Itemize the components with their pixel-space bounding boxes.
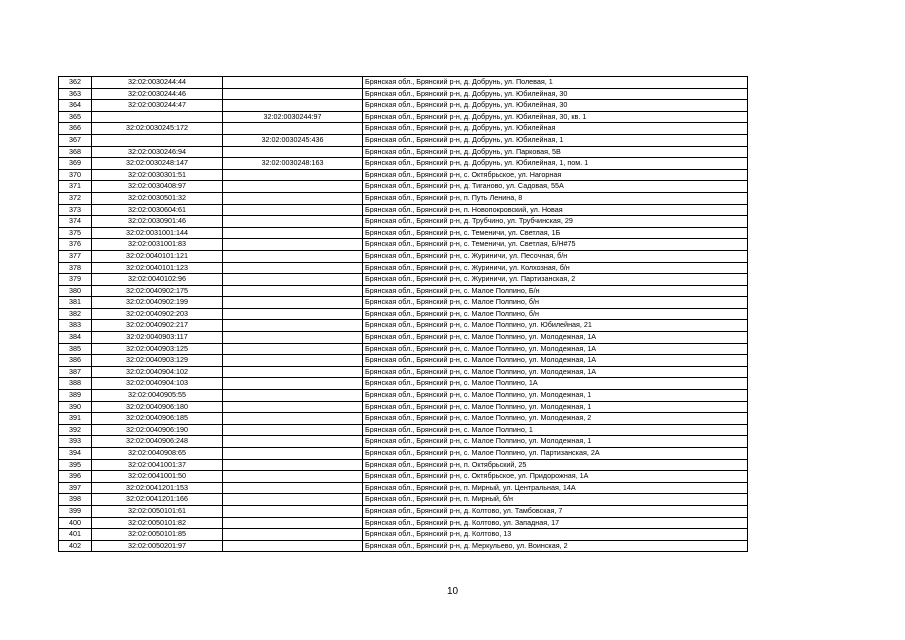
cadastral-number-secondary-cell: 32:02:0030244:97 (223, 111, 363, 123)
cadastral-number-secondary-cell (223, 390, 363, 402)
cadastral-number-cell: 32:02:0040905:55 (92, 390, 223, 402)
row-number-cell: 390 (59, 401, 92, 413)
row-number-cell: 362 (59, 77, 92, 89)
table-row (59, 390, 748, 402)
row-number-cell: 366 (59, 123, 92, 135)
address-cell: Брянская обл., Брянский р-н, д. Добрунь, ул. Парковая, 5В (363, 146, 748, 158)
row-number-cell: 370 (59, 169, 92, 181)
cadastral-number-cell: 32:02:0040101:121 (92, 250, 223, 262)
table-row (59, 216, 748, 228)
cadastral-number-secondary-cell (223, 343, 363, 355)
cadastral-number-secondary-cell (223, 366, 363, 378)
cadastral-number-secondary-cell (223, 192, 363, 204)
row-number-cell: 374 (59, 216, 92, 228)
table-row (59, 517, 748, 529)
table-row (59, 134, 748, 146)
cadastral-number-secondary-cell (223, 146, 363, 158)
cadastral-number-cell: 32:02:0050101:85 (92, 529, 223, 541)
row-number-cell: 398 (59, 494, 92, 506)
row-number-cell: 375 (59, 227, 92, 239)
cadastral-number-cell: 32:02:0030245:172 (92, 123, 223, 135)
cadastral-number-cell: 32:02:0040903:125 (92, 343, 223, 355)
address-cell: Брянская обл., Брянский р-н, д. Добрунь, ул. Юбилейная, 30 (363, 100, 748, 112)
row-number-cell: 380 (59, 285, 92, 297)
address-cell: Брянская обл., Брянский р-н, с. Малое Полпино, ул. Молодежная, 1А (363, 355, 748, 367)
row-number-cell: 386 (59, 355, 92, 367)
cadastral-number-secondary-cell (223, 204, 363, 216)
address-cell: Брянская обл., Брянский р-н, с. Малое Полпино, Б/н (363, 285, 748, 297)
table-row (59, 494, 748, 506)
cadastral-number-secondary-cell (223, 332, 363, 344)
cadastral-number-secondary-cell (223, 239, 363, 251)
cadastral-number-secondary-cell (223, 262, 363, 274)
address-cell: Брянская обл., Брянский р-н, с. Октябрьское, ул. Нагорная (363, 169, 748, 181)
table-row (59, 332, 748, 344)
table-row (59, 274, 748, 286)
address-cell: Брянская обл., Брянский р-н, д. Колтово, ул. Западная, 17 (363, 517, 748, 529)
cadastral-number-secondary-cell (223, 448, 363, 460)
row-number-cell: 376 (59, 239, 92, 251)
cadastral-number-cell: 32:02:0030408:97 (92, 181, 223, 193)
cadastral-number-secondary-cell (223, 123, 363, 135)
row-number-cell: 382 (59, 308, 92, 320)
address-cell: Брянская обл., Брянский р-н, с. Малое Полпино, ул. Партизанская, 2А (363, 448, 748, 460)
row-number-cell: 377 (59, 250, 92, 262)
cadastral-number-cell: 32:02:0040908:65 (92, 448, 223, 460)
row-number-cell: 369 (59, 158, 92, 170)
table-row (59, 436, 748, 448)
table-row (59, 239, 748, 251)
address-cell: Брянская обл., Брянский р-н, п. Новопокровский, ул. Новая (363, 204, 748, 216)
cadastral-number-cell: 32:02:0030604:61 (92, 204, 223, 216)
address-cell: Брянская обл., Брянский р-н, с. Малое Полпино, ул. Молодежная, 1А (363, 332, 748, 344)
row-number-cell: 384 (59, 332, 92, 344)
cadastral-number-cell: 32:02:0041001:50 (92, 471, 223, 483)
cadastral-number-secondary-cell (223, 100, 363, 112)
cadastral-number-secondary-cell (223, 378, 363, 390)
address-cell: Брянская обл., Брянский р-н, с. Малое Полпино, ул. Молодежная, 2 (363, 413, 748, 425)
cadastral-number-secondary-cell (223, 216, 363, 228)
row-number-cell: 396 (59, 471, 92, 483)
cadastral-number-secondary-cell (223, 471, 363, 483)
table-row (59, 285, 748, 297)
cadastral-number-cell: 32:02:0031001:144 (92, 227, 223, 239)
cadastral-number-secondary-cell (223, 308, 363, 320)
table-row (59, 123, 748, 135)
cadastral-number-secondary-cell (223, 413, 363, 425)
table-row (59, 181, 748, 193)
cadastral-number-cell: 32:02:0040902:199 (92, 297, 223, 309)
cadastral-number-secondary-cell (223, 459, 363, 471)
cadastral-number-secondary-cell (223, 250, 363, 262)
cadastral-number-cell: 32:02:0040902:175 (92, 285, 223, 297)
table-row (59, 343, 748, 355)
address-cell: Брянская обл., Брянский р-н, д. Добрунь, ул. Юбилейная, 1 (363, 134, 748, 146)
address-cell: Брянская обл., Брянский р-н, с. Малое Полпино, 1А (363, 378, 748, 390)
table-row (59, 378, 748, 390)
address-cell: Брянская обл., Брянский р-н, д. Добрунь, ул. Юбилейная, 1, пом. 1 (363, 158, 748, 170)
table-row (59, 158, 748, 170)
row-number-cell: 394 (59, 448, 92, 460)
address-cell: Брянская обл., Брянский р-н, с. Малое Полпино, ул. Молодежная, 1А (363, 343, 748, 355)
row-number-cell: 365 (59, 111, 92, 123)
row-number-cell: 373 (59, 204, 92, 216)
cadastral-number-cell: 32:02:0041001:37 (92, 459, 223, 471)
cadastral-number-cell: 32:02:0040903:129 (92, 355, 223, 367)
table-row (59, 505, 748, 517)
cadastral-number-cell: 32:02:0030244:44 (92, 77, 223, 89)
cadastral-number-secondary-cell: 32:02:0030245:436 (223, 134, 363, 146)
address-cell: Брянская обл., Брянский р-н, д. Добрунь, ул. Юбилейная, 30, кв. 1 (363, 111, 748, 123)
row-number-cell: 387 (59, 366, 92, 378)
table-row (59, 413, 748, 425)
address-cell: Брянская обл., Брянский р-н, д. Колтово, 13 (363, 529, 748, 541)
address-cell: Брянская обл., Брянский р-н, п. Октябрьский, 25 (363, 459, 748, 471)
address-cell: Брянская обл., Брянский р-н, с. Малое Полпино, 1 (363, 424, 748, 436)
row-number-cell: 379 (59, 274, 92, 286)
table-row (59, 529, 748, 541)
cadastral-number-secondary-cell (223, 517, 363, 529)
cadastral-number-cell: 32:02:0030901:46 (92, 216, 223, 228)
address-cell: Брянская обл., Брянский р-н, д. Трубчино, ул. Трубчинская, 29 (363, 216, 748, 228)
cadastral-number-secondary-cell (223, 494, 363, 506)
address-cell: Брянская обл., Брянский р-н, с. Малое Полпино, ул. Молодежная, 1А (363, 366, 748, 378)
row-number-cell: 368 (59, 146, 92, 158)
cadastral-number-cell (92, 111, 223, 123)
address-cell: Брянская обл., Брянский р-н, с. Малое Полпино, ул. Молодежная, 1 (363, 401, 748, 413)
row-number-cell: 367 (59, 134, 92, 146)
row-number-cell: 395 (59, 459, 92, 471)
row-number-cell: 402 (59, 540, 92, 552)
address-cell: Брянская обл., Брянский р-н, с. Октябрьское, ул. Придорожная, 1А (363, 471, 748, 483)
address-cell: Брянская обл., Брянский р-н, п. Мирный, ул. Центральная, 14А (363, 482, 748, 494)
cadastral-number-secondary-cell (223, 424, 363, 436)
cadastral-number-cell: 32:02:0040906:185 (92, 413, 223, 425)
table-row (59, 192, 748, 204)
address-cell: Брянская обл., Брянский р-н, д. Добрунь, ул. Полевая, 1 (363, 77, 748, 89)
cadastral-number-cell: 32:02:0041201:153 (92, 482, 223, 494)
address-cell: Брянская обл., Брянский р-н, с. Журиничи, ул. Партизанская, 2 (363, 274, 748, 286)
row-number-cell: 400 (59, 517, 92, 529)
cadastral-number-cell: 32:02:0030301:51 (92, 169, 223, 181)
row-number-cell: 389 (59, 390, 92, 402)
cadastral-number-cell: 32:02:0050101:82 (92, 517, 223, 529)
table-row (59, 366, 748, 378)
address-cell: Брянская обл., Брянский р-н, д. Добрунь, ул. Юбилейная (363, 123, 748, 135)
cadastral-number-cell: 32:02:0040102:96 (92, 274, 223, 286)
cadastral-number-secondary-cell (223, 88, 363, 100)
cadastral-number-cell: 32:02:0030244:47 (92, 100, 223, 112)
address-cell: Брянская обл., Брянский р-н, с. Малое Полпино, ул. Молодежная, 1 (363, 390, 748, 402)
row-number-cell: 399 (59, 505, 92, 517)
address-cell: Брянская обл., Брянский р-н, п. Мирный, б/н (363, 494, 748, 506)
table-row (59, 459, 748, 471)
table-row (59, 77, 748, 89)
cadastral-number-cell: 32:02:0040904:102 (92, 366, 223, 378)
cadastral-number-secondary-cell (223, 274, 363, 286)
table-row (59, 111, 748, 123)
cadastral-number-secondary-cell (223, 482, 363, 494)
table-row (59, 355, 748, 367)
row-number-cell: 372 (59, 192, 92, 204)
table-row (59, 146, 748, 158)
row-number-cell: 371 (59, 181, 92, 193)
cadastral-number-cell: 32:02:0040903:117 (92, 332, 223, 344)
table-row (59, 204, 748, 216)
row-number-cell: 385 (59, 343, 92, 355)
table-row (59, 100, 748, 112)
cadastral-number-secondary-cell: 32:02:0030248:163 (223, 158, 363, 170)
property-table-body (59, 77, 748, 552)
row-number-cell: 363 (59, 88, 92, 100)
table-row (59, 262, 748, 274)
row-number-cell: 383 (59, 320, 92, 332)
cadastral-number-cell (92, 134, 223, 146)
address-cell: Брянская обл., Брянский р-н, с. Малое Полпино, ул. Юбилейная, 21 (363, 320, 748, 332)
table-row (59, 308, 748, 320)
row-number-cell: 397 (59, 482, 92, 494)
row-number-cell: 393 (59, 436, 92, 448)
address-cell: Брянская обл., Брянский р-н, д. Тиганово, ул. Садовая, 55А (363, 181, 748, 193)
cadastral-number-secondary-cell (223, 320, 363, 332)
cadastral-number-cell: 32:02:0040906:248 (92, 436, 223, 448)
row-number-cell: 388 (59, 378, 92, 390)
cadastral-number-secondary-cell (223, 401, 363, 413)
address-cell: Брянская обл., Брянский р-н, д. Добрунь, ул. Юбилейная, 30 (363, 88, 748, 100)
address-cell: Брянская обл., Брянский р-н, с. Малое Полпино, б/н (363, 308, 748, 320)
page-number: 10 (446, 586, 459, 597)
cadastral-number-cell: 32:02:0040906:180 (92, 401, 223, 413)
cadastral-number-cell: 32:02:0031001:83 (92, 239, 223, 251)
cadastral-number-secondary-cell (223, 505, 363, 517)
cadastral-number-cell: 32:02:0030501:32 (92, 192, 223, 204)
address-cell: Брянская обл., Брянский р-н, с. Теменичи, ул. Светлая, 1Б (363, 227, 748, 239)
address-cell: Брянская обл., Брянский р-н, с. Теменичи, ул. Светлая, Б/Н#75 (363, 239, 748, 251)
cadastral-number-cell: 32:02:0040902:203 (92, 308, 223, 320)
address-cell: Брянская обл., Брянский р-н, с. Журиничи, ул. Песочная, б/н (363, 250, 748, 262)
table-row (59, 169, 748, 181)
row-number-cell: 401 (59, 529, 92, 541)
cadastral-number-secondary-cell (223, 297, 363, 309)
address-cell: Брянская обл., Брянский р-н, д. Колтово, ул. Тамбовская, 7 (363, 505, 748, 517)
table-row (59, 540, 748, 552)
cadastral-number-secondary-cell (223, 436, 363, 448)
table-row (59, 227, 748, 239)
table-row (59, 471, 748, 483)
property-table (58, 76, 748, 552)
cadastral-number-cell: 32:02:0041201:166 (92, 494, 223, 506)
cadastral-number-cell: 32:02:0040902:217 (92, 320, 223, 332)
cadastral-number-secondary-cell (223, 540, 363, 552)
cadastral-number-cell: 32:02:0050101:61 (92, 505, 223, 517)
cadastral-number-cell: 32:02:0030244:46 (92, 88, 223, 100)
table-row (59, 250, 748, 262)
cadastral-number-secondary-cell (223, 355, 363, 367)
address-cell: Брянская обл., Брянский р-н, д. Меркульево, ул. Воинская, 2 (363, 540, 748, 552)
address-cell: Брянская обл., Брянский р-н, с. Малое Полпино, ул. Молодежная, 1 (363, 436, 748, 448)
cadastral-number-secondary-cell (223, 227, 363, 239)
cadastral-number-cell: 32:02:0040906:190 (92, 424, 223, 436)
address-cell: Брянская обл., Брянский р-н, с. Журиничи, ул. Колхозная, б/н (363, 262, 748, 274)
table-row (59, 297, 748, 309)
cadastral-number-cell: 32:02:0030246:94 (92, 146, 223, 158)
cadastral-number-secondary-cell (223, 285, 363, 297)
table-row (59, 88, 748, 100)
cadastral-number-cell: 32:02:0040101:123 (92, 262, 223, 274)
row-number-cell: 378 (59, 262, 92, 274)
row-number-cell: 364 (59, 100, 92, 112)
row-number-cell: 381 (59, 297, 92, 309)
cadastral-number-secondary-cell (223, 77, 363, 89)
row-number-cell: 392 (59, 424, 92, 436)
cadastral-number-cell: 32:02:0050201:97 (92, 540, 223, 552)
cadastral-number-cell: 32:02:0040904:103 (92, 378, 223, 390)
table-row (59, 320, 748, 332)
table-row (59, 424, 748, 436)
table-row (59, 401, 748, 413)
cadastral-number-cell: 32:02:0030248:147 (92, 158, 223, 170)
table-row (59, 482, 748, 494)
cadastral-number-secondary-cell (223, 181, 363, 193)
address-cell: Брянская обл., Брянский р-н, с. Малое Полпино, б/н (363, 297, 748, 309)
address-cell: Брянская обл., Брянский р-н, п. Путь Ленина, 8 (363, 192, 748, 204)
row-number-cell: 391 (59, 413, 92, 425)
cadastral-number-secondary-cell (223, 169, 363, 181)
cadastral-number-secondary-cell (223, 529, 363, 541)
table-row (59, 448, 748, 460)
